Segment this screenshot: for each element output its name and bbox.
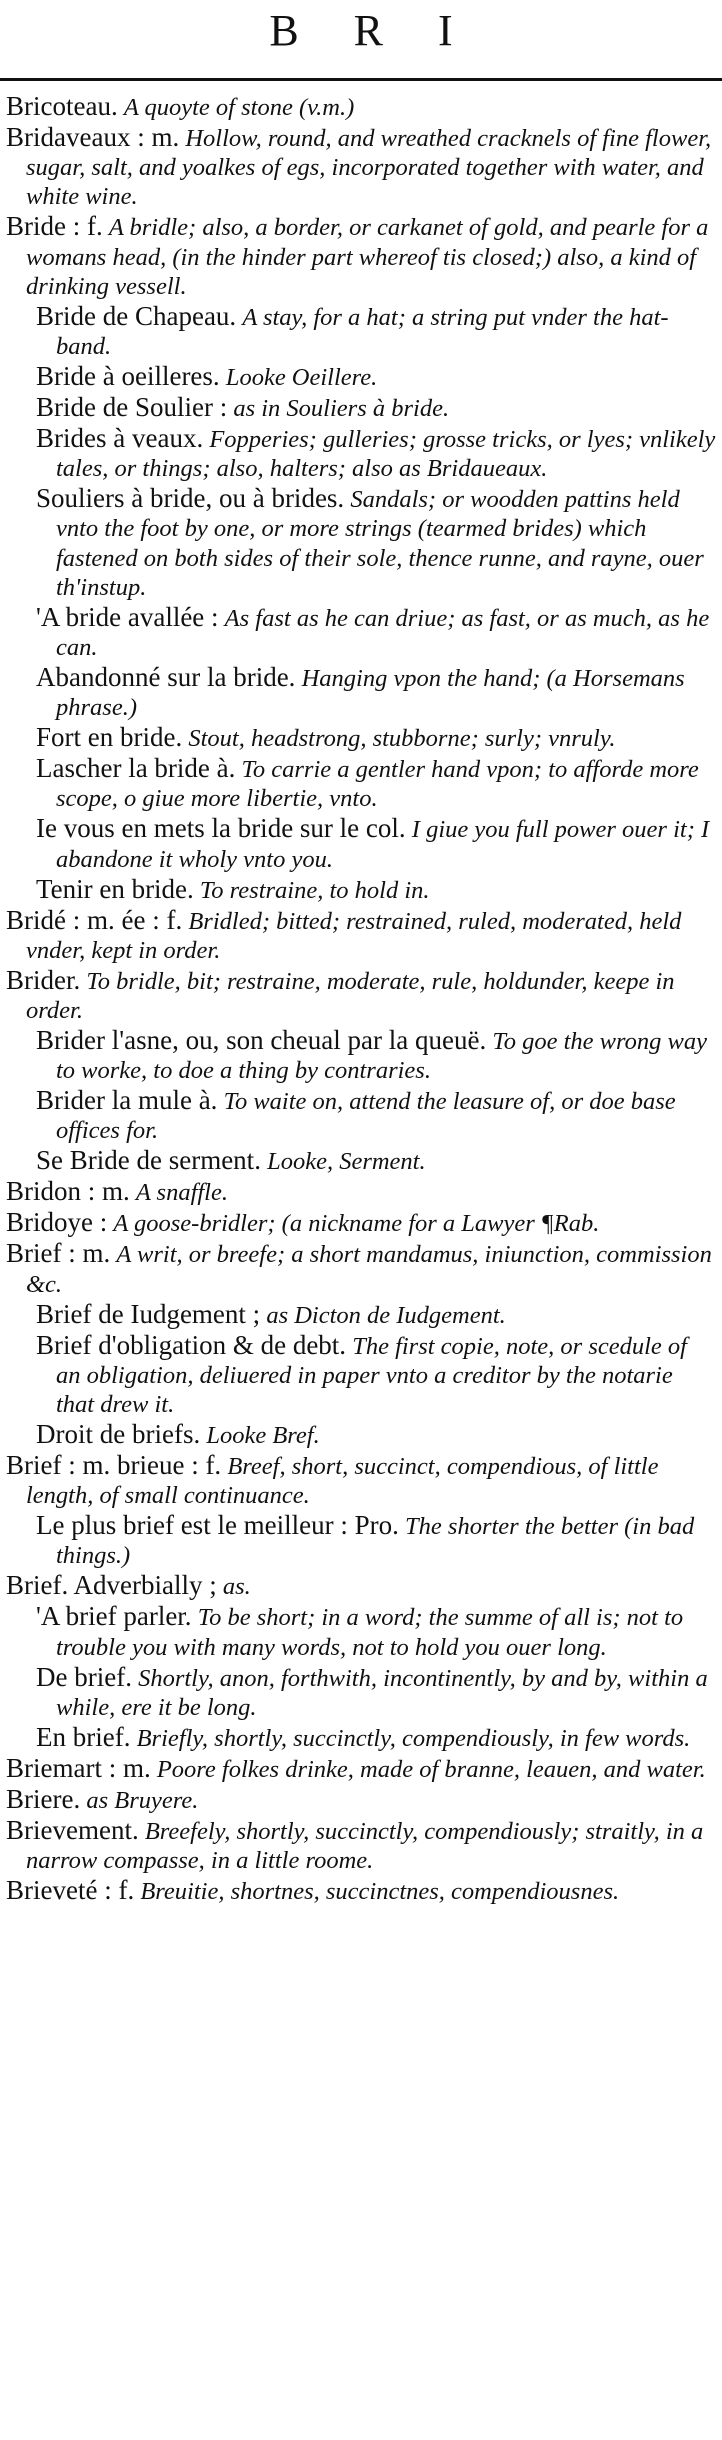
entry-main — [6, 966, 716, 1025]
entry-main — [6, 1571, 716, 1601]
entry-headword: En brief. — [36, 1721, 131, 1752]
entry-sub — [6, 754, 716, 813]
entry-main — [6, 92, 716, 122]
entry-headword: Ie vous en mets la bride sur le col. — [36, 813, 406, 844]
entry-headword: Briemart : m. — [6, 1752, 151, 1783]
entry-definition: Fopperies; gulleries; grosse tricks, or lyes; vnlikely tales, or things; also, halters; also as Bridaueaux. — [56, 426, 716, 483]
entry-definition: Poore folkes drinke, made of branne, leauen, and water. — [156, 1755, 706, 1783]
entry-headword: Brief. Adverbially ; — [6, 1570, 217, 1601]
entry-main — [6, 1239, 716, 1298]
entry-definition: Looke, Serment. — [267, 1148, 426, 1176]
entry-definition: Breefely, shortly, succinctly, compendiously; straitly, in a narrow compasse, in a little roome. — [26, 1817, 704, 1875]
entry-headword: Lascher la bride à. — [36, 753, 236, 784]
entry-sub — [6, 1511, 716, 1570]
entry-definition: Stout, headstrong, stubborne; surly; vnruly. — [188, 725, 616, 753]
entry-definition: Briefly, shortly, succinctly, compendiously, in few words. — [136, 1724, 691, 1752]
entry-definition: To carrie a gentler hand vpon; to afforde more scope, o giue more libertie, vnto. — [56, 756, 699, 813]
entry-main — [6, 906, 716, 965]
entry-sub — [6, 362, 716, 392]
entry-main — [6, 1785, 716, 1815]
entry-sub — [6, 1300, 716, 1330]
entry-headword: Tenir en bride. — [36, 873, 194, 904]
entry-headword: Brider la mule à. — [36, 1085, 218, 1116]
entry-definition: as Bruyere. — [86, 1786, 199, 1814]
entry-sub — [6, 302, 716, 361]
entry-main — [6, 123, 716, 212]
entry-headword: Brieveté : f. — [6, 1875, 135, 1906]
entry-definition: A snaffle. — [135, 1179, 228, 1207]
entry-sub — [6, 723, 716, 753]
entry-definition: Sandals; or woodden pattins held vnto the foot by one, or more strings (tearmed brides) which fastened on both sides of their sole, thence runne, and rayne, ouer th'instup. — [56, 486, 704, 601]
entry-headword: Brides à veaux. — [36, 423, 204, 454]
entry-headword: Bridon : m. — [6, 1176, 130, 1207]
page-header: B R I — [269, 6, 475, 55]
entry-definition: To waite on, attend the leasure of, or doe base offices for. — [56, 1088, 676, 1145]
entry-definition: Looke Bref. — [206, 1422, 320, 1450]
entry-main — [6, 1876, 716, 1906]
entry-definition: A quoyte of stone (v.m.) — [123, 94, 355, 121]
header-rule — [0, 78, 722, 81]
entry-sub — [6, 1331, 716, 1420]
entry-sub — [6, 1723, 716, 1753]
entry-headword: Brief de Iudgement ; — [36, 1298, 261, 1329]
entry-definition: Bridled; bitted; restrained, ruled, moderated, held vnder, kept in order. — [26, 907, 682, 964]
entry-headword: De brief. — [36, 1661, 132, 1692]
entry-main — [6, 1451, 716, 1510]
entry-headword: Bricoteau. — [6, 91, 118, 121]
entry-headword: Briere. — [6, 1783, 81, 1814]
entry-sub — [6, 1420, 716, 1450]
entry-definition: To restraine, to hold in. — [199, 876, 430, 904]
entry-headword: Brief : m. — [6, 1238, 111, 1269]
entry-headword: 'A bride avallée : — [36, 601, 219, 632]
entry-main — [6, 1754, 716, 1784]
entry-sub — [6, 1602, 716, 1661]
entry-headword: Fort en bride. — [36, 722, 183, 753]
entry-definition: To goe the wrong way to worke, to doe a thing by contraries. — [56, 1028, 707, 1085]
entry-definition: Looke Oeillere. — [225, 364, 378, 392]
entry-definition: Shortly, anon, forthwith, incontinently, by and by, within a while, ere it be long. — [56, 1664, 708, 1721]
entry-definition: As fast as he can driue; as fast, or as much, as he can. — [56, 604, 710, 662]
entry-sub — [6, 875, 716, 905]
entry-definition: A goose-bridler; (a nickname for a Lawyer ¶Rab. — [113, 1210, 600, 1238]
entry-main — [6, 1816, 716, 1875]
entry-sub — [6, 1026, 716, 1085]
entry-sub — [6, 393, 716, 423]
entry-definition: To be short; in a word; the summe of all is; not to trouble you with many words, not to hold you ouer long. — [56, 1604, 684, 1661]
entry-sub — [6, 1663, 716, 1722]
entry-definition: Breuitie, shortnes, succinctnes, compendiousnes. — [140, 1878, 620, 1906]
entry-headword: Brievement. — [6, 1814, 139, 1845]
entry-sub — [6, 484, 716, 602]
entry-headword: Brief : m. brieue : f. — [6, 1450, 222, 1481]
entry-sub — [6, 603, 716, 662]
entry-headword: Bride de Soulier : — [36, 392, 228, 423]
entry-definition: as in Souliers à bride. — [233, 395, 450, 423]
entry-sub — [6, 663, 716, 722]
entry-headword: Bridoye : — [6, 1207, 108, 1238]
entry-sub — [6, 1086, 716, 1145]
entry-headword: Bride à oeilleres. — [36, 361, 220, 392]
entry-main — [6, 212, 716, 301]
entry-definition: I giue you full power ouer it; I abandone it wholy vnto you. — [56, 816, 710, 873]
entry-headword: Brief d'obligation & de debt. — [36, 1329, 347, 1360]
entry-definition: as. — [222, 1573, 251, 1601]
entry-headword: Brider l'asne, ou, son cheual par la queuë. — [36, 1025, 487, 1056]
entry-headword: Brider. — [6, 964, 81, 995]
entry-headword: Abandonné sur la bride. — [36, 662, 296, 693]
entry-main — [6, 1208, 716, 1238]
entry-definition: The first copie, note, or scedule of an obligation, deliuered in paper vnto a creditor by the notarie that drew it. — [56, 1332, 687, 1419]
entry-sub — [6, 1146, 716, 1176]
entry-main — [6, 1177, 716, 1207]
entry-definition: A writ, or breefe; a short mandamus, iniunction, commission &c. — [26, 1241, 712, 1298]
entry-headword: Bridé : m. ée : f. — [6, 904, 183, 935]
entry-headword: Droit de briefs. — [36, 1419, 201, 1450]
entry-definition: To bridle, bit; restraine, moderate, rule, holdunder, keepe in order. — [26, 967, 675, 1025]
entry-definition: The shorter the better (in bad things.) — [56, 1513, 695, 1570]
entry-definition: A bridle; also, a border, or carkanet of gold, and pearle for a womans head, (in the hinder part whereof tis closed;) also, a kind of drinking vessell. — [26, 214, 709, 300]
entry-headword: Se Bride de serment. — [36, 1145, 261, 1176]
entry-headword: Souliers à bride, ou à brides. — [36, 483, 345, 514]
entry-headword: Bride de Chapeau. — [36, 300, 237, 331]
entry-headword: Bridaveaux : m. — [6, 122, 180, 152]
entry-list — [6, 92, 716, 1907]
entry-headword: 'A brief parler. — [36, 1601, 192, 1632]
entry-definition: A stay, for a hat; a string put vnder the hat-band. — [56, 303, 669, 361]
entry-sub — [6, 814, 716, 873]
entry-definition: as Dicton de Iudgement. — [266, 1301, 506, 1329]
entry-definition: Hollow, round, and wreathed cracknels of fine flower, sugar, salt, and yoalkes of egs, incorporated together with water, and white wine. — [26, 125, 712, 211]
entry-headword: Bride : f. — [6, 211, 103, 242]
entry-sub — [6, 424, 716, 483]
entry-headword: Le plus brief est le meilleur : Pro. — [36, 1510, 399, 1541]
entry-definition: Hanging vpon the hand; (a Horsemans phrase.) — [56, 665, 685, 722]
entry-definition: Breef, short, succinct, compendious, of little length, of small continuance. — [26, 1453, 659, 1510]
